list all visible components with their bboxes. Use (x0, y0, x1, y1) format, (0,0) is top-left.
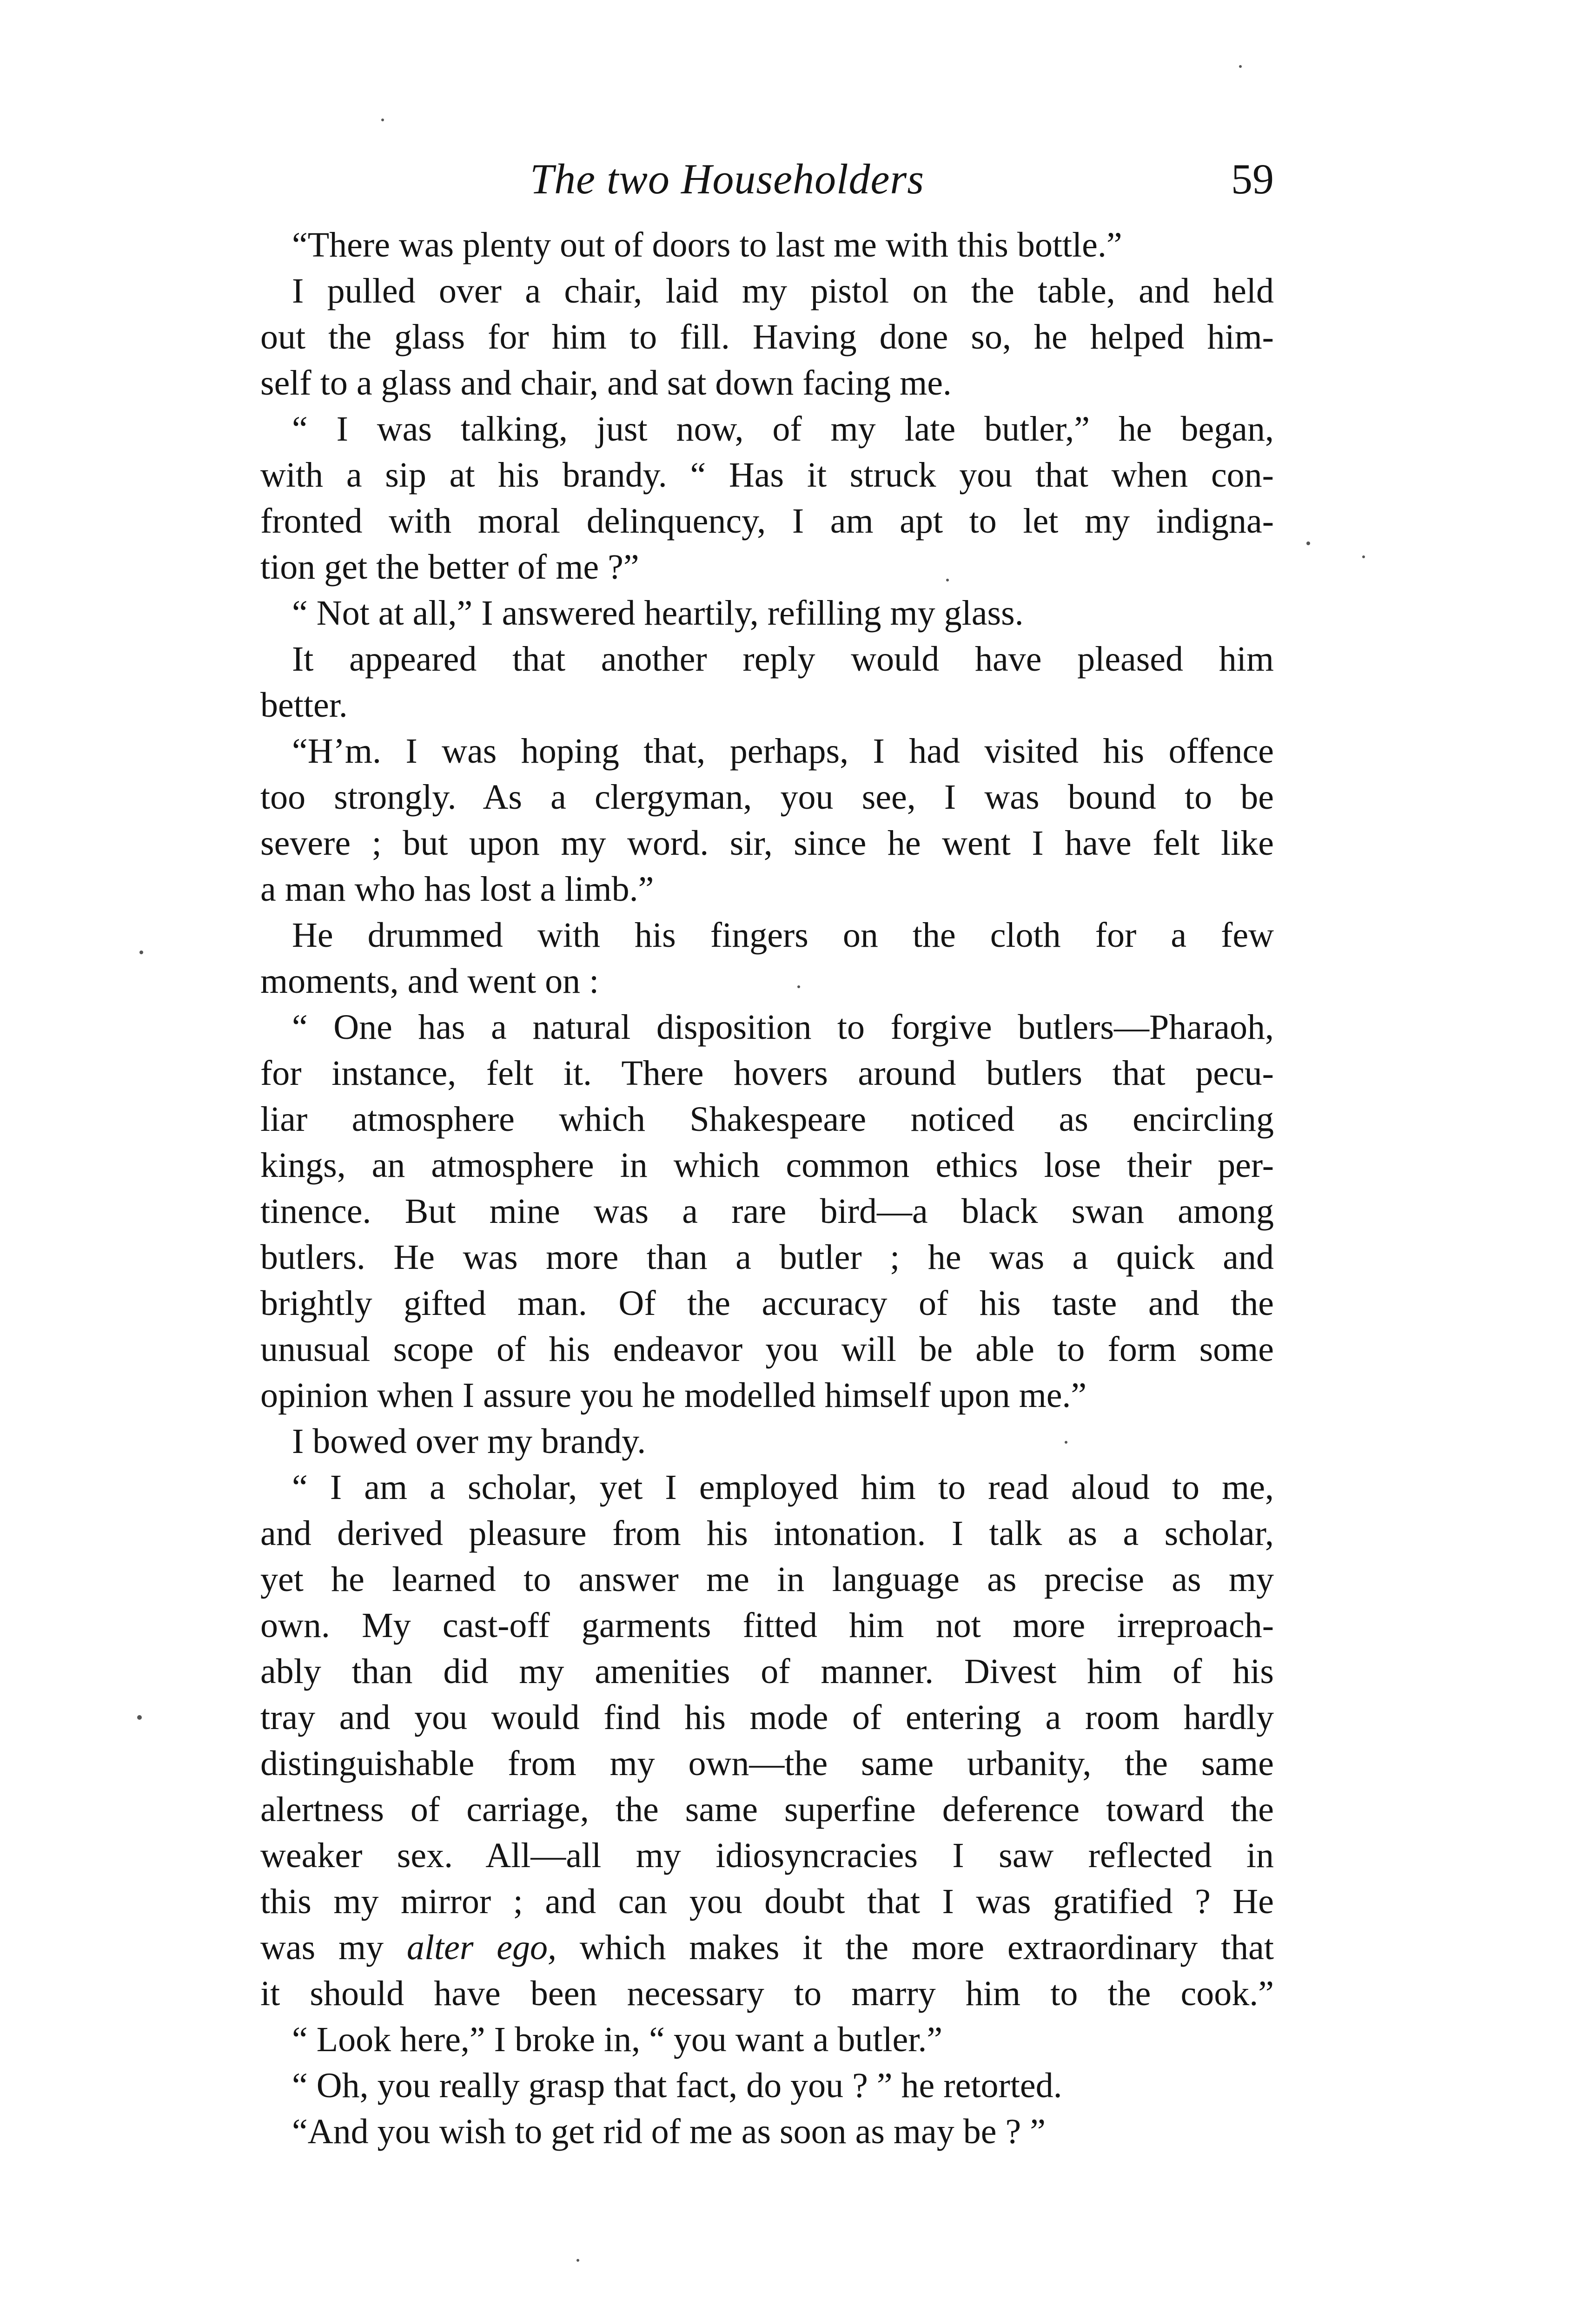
print-speck (1065, 1441, 1067, 1444)
body-text (260, 222, 1274, 2155)
text-line: liar atmosphere which Shakespeare noticed as encircling (260, 1100, 1274, 1139)
text-line: “ I am a scholar, yet I employed him to read aloud to me, (292, 1468, 1274, 1507)
text-line: “ Look here,” I broke in, “ you want a butler.” (292, 2020, 943, 2059)
text-line: for instance, felt it. There hovers around butlers that pecu- (260, 1054, 1274, 1093)
text-line: too strongly. As a clergyman, you see, I was bound to be (260, 778, 1274, 817)
text-line: alertness of carriage, the same superfine deference toward the (260, 1790, 1274, 1829)
text-line: He drummed with his fingers on the cloth for a few (292, 916, 1274, 955)
text-line: “There was plenty out of doors to last me with this bottle.” (292, 225, 1122, 264)
text-line: self to a glass and chair, and sat down facing me. (260, 363, 952, 403)
text-line: tion get the better of me ?” (260, 548, 639, 587)
italic-phrase: alter ego, (406, 1928, 556, 1967)
text-line: fronted with moral delinquency, I am apt to let my indigna- (260, 502, 1274, 541)
text-line: severe ; but upon my word. sir, since he went I have felt like (260, 824, 1274, 863)
text-line: brightly gifted man. Of the accuracy of his taste and the (260, 1284, 1274, 1323)
text-line: “H’m. I was hoping that, perhaps, I had visited his offence (292, 732, 1274, 771)
text-line: “ One has a natural disposition to forgive butlers—Pharaoh, (292, 1008, 1274, 1047)
print-speck (381, 119, 384, 121)
text-line: unusual scope of his endeavor you will be able to form some (260, 1330, 1274, 1369)
text-line: distinguishable from my own—the same urbanity, the same (260, 1744, 1274, 1783)
running-title: The two Householders (530, 155, 924, 203)
text-line: tinence. But mine was a rare bird—a black swan among (260, 1192, 1274, 1231)
text-line: “ I was talking, just now, of my late butler,” he began, (292, 409, 1274, 449)
running-header (260, 144, 1274, 214)
text-run: which makes it the more extraordinary that (556, 1928, 1274, 1967)
print-speck (139, 951, 143, 954)
text-line: “ Not at all,” I answered heartily, refilling my glass. (292, 594, 1024, 633)
print-speck (797, 985, 800, 988)
text-line: kings, an atmosphere in which common ethics lose their per- (260, 1146, 1274, 1185)
text-line: own. My cast-off garments fitted him not more irreproach- (260, 1606, 1274, 1645)
text-run: was my (260, 1928, 407, 1967)
text-line: weaker sex. All—all my idiosyncracies I saw reflected in (260, 1836, 1274, 1875)
text-line: moments, and went on : (260, 962, 599, 1001)
print-speck (576, 2259, 579, 2262)
text-line: this my mirror ; and can you doubt that I was gratified ? He (260, 1882, 1274, 1921)
text-line: opinion when I assure you he modelled himself upon me.” (260, 1376, 1087, 1415)
text-line: ably than did my amenities of manner. Divest him of his (260, 1652, 1274, 1691)
text-line: and derived pleasure from his intonation. I talk as a scholar, (260, 1514, 1274, 1553)
print-speck (1239, 65, 1242, 68)
print-speck (946, 579, 949, 581)
text-line: I bowed over my brandy. (292, 1422, 646, 1461)
text-line: “ Oh, you really grasp that fact, do you ? ” he retorted. (292, 2066, 1062, 2105)
print-speck (1362, 555, 1365, 558)
text-line: butlers. He was more than a butler ; he was a quick and (260, 1238, 1274, 1277)
text-line: it should have been necessary to marry him to the cook.” (260, 1974, 1274, 2013)
print-speck (137, 1715, 142, 1720)
text-line: a man who has lost a limb.” (260, 870, 654, 909)
text-line: I pulled over a chair, laid my pistol on the table, and held (292, 271, 1274, 310)
text-line: It appeared that another reply would have pleased him (292, 640, 1274, 679)
print-speck (1306, 541, 1310, 545)
text-line: yet he learned to answer me in language as precise as my (260, 1560, 1274, 1599)
text-line: with a sip at his brandy. “ Has it struck you that when con- (260, 456, 1274, 495)
text-line (260, 1925, 1274, 1971)
page-number: 59 (1231, 155, 1274, 203)
text-line: “And you wish to get rid of me as soon as may be ? ” (292, 2112, 1046, 2151)
text-line: better. (260, 686, 348, 725)
text-line: out the glass for him to fill. Having done so, he helped him- (260, 317, 1274, 357)
text-line: tray and you would find his mode of entering a room hardly (260, 1698, 1274, 1737)
